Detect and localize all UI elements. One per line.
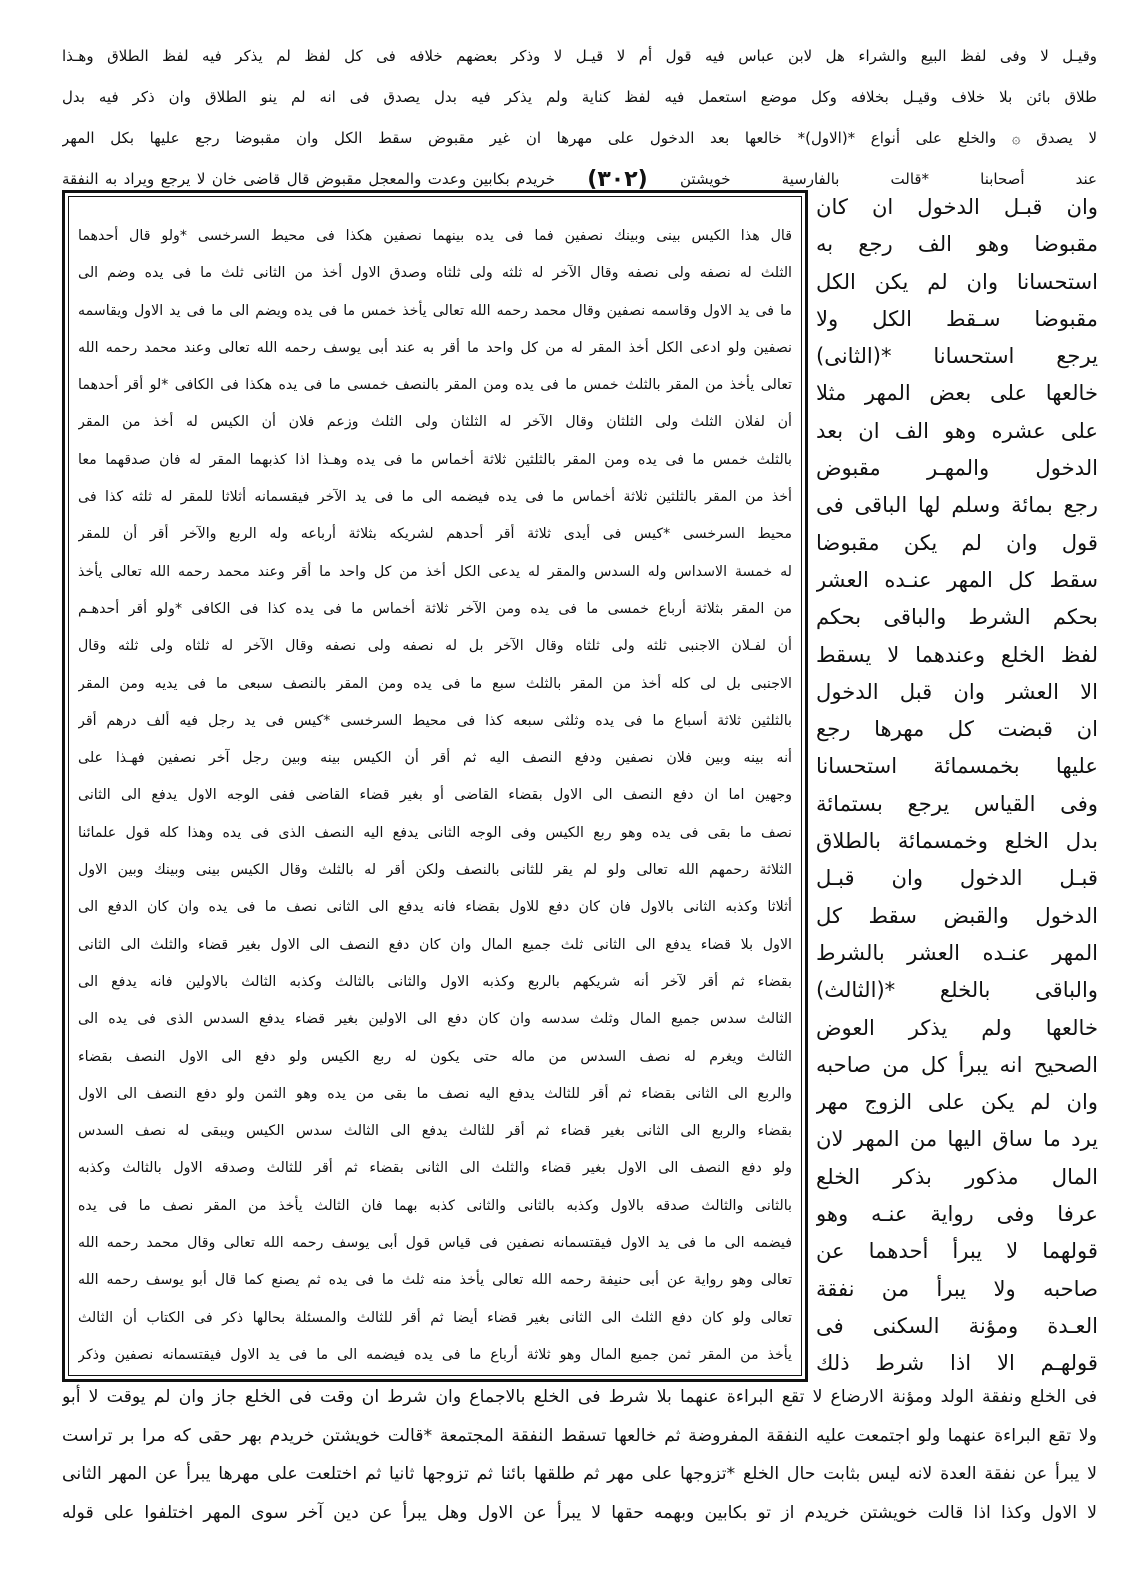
- margin-line-text: الدخول والمهـر مقبوض: [816, 455, 1098, 481]
- footer-line-text: لا الاول وكذا اذا قالت خويشتن خريدم از تو بكابين وبهمه حقها لا يبرأ عن الاول وهل يبرأ عن دين آخر سوى المهر اختلفوا على قوله: [62, 1502, 1097, 1523]
- box-line: [78, 1150, 792, 1187]
- box-line-text: أنه بينه وبين فلان نصفين ودفع النصف اليه ثم أقر أن الكيس بينه وبين رجل آخر نصفين فهـذا على: [78, 750, 792, 767]
- main-text-box: [78, 218, 792, 1374]
- margin-line: [816, 1120, 1098, 1157]
- box-line: [78, 815, 792, 852]
- box-line-text: نصفين ولو ادعى الكل أخذ المقر له من كل واحد ما أقر به عند أبى يوسف رحمه الله تعالى وعند محمد رحمه الله: [78, 339, 792, 356]
- margin-line: [816, 561, 1098, 598]
- margin-line: [816, 859, 1098, 896]
- margin-column: [816, 188, 1098, 1382]
- margin-line-text: المال مذكور بذكر الخلع: [816, 1163, 1098, 1189]
- margin-line-text: على عشره وهو الف ان بعد: [816, 417, 1098, 443]
- margin-line-text: لفظ الخلع وعندهما لا يسقط: [816, 641, 1098, 667]
- margin-line: [816, 1009, 1098, 1046]
- header-line-text: لا يصدق ۞ والخلع على أنواع *(الاول)* خالعها بعد الدخول على مهرها ان غير مقبوض سقط الكل وان مقبوضا رجع عليها بكل المهر: [62, 129, 1097, 147]
- margin-line: [816, 337, 1098, 374]
- margin-line: [816, 1344, 1098, 1381]
- margin-line-text: قولهما لا يبرأ أحدهما عن: [816, 1238, 1098, 1264]
- box-line: [78, 293, 792, 330]
- margin-line-text: ان قبضت كل مهرها رجع: [816, 716, 1098, 742]
- box-line: [78, 1001, 792, 1038]
- margin-line: [816, 598, 1098, 635]
- box-line: [78, 703, 792, 740]
- header-line: [62, 77, 1097, 118]
- margin-line-text: عليها بخمسمائة استحسانا: [816, 753, 1098, 779]
- margin-line: [816, 710, 1098, 747]
- box-line: [78, 330, 792, 367]
- box-line: [78, 852, 792, 889]
- margin-line-text: مقبوضا سـقط الكل ولا: [816, 305, 1098, 331]
- box-line-text: الاول بلا قضاء يدفع الى الثانى ثلث جميع المال وان كان دفع النصف الى الاول بغير قضاء والثلث الى الثانى: [78, 936, 792, 953]
- box-line-text: بالثانى والثالث صدقه بالاول وكذبه بالثانى والثانى كذبه بهما فان الثالث يأخذ من المقر نصف ما فى يده: [78, 1197, 792, 1214]
- box-line: [78, 516, 792, 553]
- box-line-text: تعالى وهو رواية عن أبى حنيفة رحمه الله تعالى يأخذ منه ثلث ما فى يده ثم يصنع كما قال أبو يوسف رحمه الله: [78, 1272, 792, 1289]
- margin-line-text: الصحيح انه يبرأ كل من صاحبه: [816, 1051, 1098, 1077]
- footer-line: [62, 1378, 1097, 1417]
- margin-line-text: وفى القياس يرجع بستمائة: [816, 790, 1098, 816]
- box-line: [78, 740, 792, 777]
- margin-line: [816, 300, 1098, 337]
- margin-line: [816, 971, 1098, 1008]
- box-line-text: وجهين اما ان دفع النصف الى الاول بقضاء القاضى أو بغير قضاء القاضى ففى الوجه الاول يدفع الى الثانى: [78, 787, 792, 804]
- margin-line-text: بدل الخلع وخمسمائة بالطلاق: [816, 828, 1098, 854]
- margin-line-text: خالعها على بعض المهر مثلا: [816, 380, 1098, 406]
- box-line-text: أن لفـلان الاجنبى ثلثه ولى ثلثاه وقال الآخر بل له نصفه ولى نصفه وقال الآخر له ثلثاه ولى ثلثه وقال: [78, 638, 792, 655]
- box-line-text: ولو دفع النصف الى الاول بغير قضاء والثلث الى الثانى بقضاء ثم أقر للثالث وصدقه الاول بالثالث وكذبه: [78, 1160, 792, 1177]
- box-line: [78, 218, 792, 255]
- footer-line: [62, 1455, 1097, 1494]
- margin-line-text: وان قبـل الدخول ان كان: [816, 194, 1098, 219]
- box-line: [78, 255, 792, 292]
- margin-line-text: والباقى بالخلع *(الثالث): [816, 977, 1098, 1003]
- box-line-text: ما فى يد الاول وقاسمه نصفين وقال محمد رحمه الله تعالى يأخذ خمس ما فى يده ويضم الى ما فى يد الاول ويقاسمه: [78, 302, 792, 319]
- box-line-text: يأخذ من المقر ثمن جميع المال وهو ثلاثة أرباع ما فى يده فيضمه الى ما فى يد الاول فيقتسمانه نصفين وذكر: [78, 1346, 792, 1363]
- box-line-text: الثلاثة رحمهم الله تعالى ولو لم يقر للثانى بالنصف ولكن أقر له بالثلث وقال الكيس بينى وبينك وبين الاول: [78, 862, 792, 879]
- box-line-text: بقضاء والربع الى الثانى بغير قضاء ثم أقر للثالث يدفع الى الثالث سدس الكيس ويبقى له نصف السدس: [78, 1123, 792, 1140]
- margin-line: [816, 412, 1098, 449]
- margin-line-text: الا العشر وان قبل الدخول: [816, 678, 1098, 704]
- margin-line: [816, 1195, 1098, 1232]
- margin-line: [816, 374, 1098, 411]
- box-line-text: أن لفلان الثلث ولى الثلثان وقال الآخر له الثلثان ولى الثلث وزعم فلان أن الكيس له أخذ من المقر: [78, 414, 792, 431]
- box-line: [78, 1076, 792, 1113]
- margin-line-text: بحكم الشرط والباقى بحكم: [816, 604, 1098, 630]
- box-line-text: الثالث سدس جميع المال وثلث سدسه وان كان دفع الى الاولين بغير قضاء يدفع السدس الذى فى يده الى: [78, 1011, 792, 1028]
- box-line: [78, 1225, 792, 1262]
- header-line-text: خريدم بكابين وعدت والمعجل مقبوض قال قاضى خان لا يرجع ويراد به النفقة: [62, 170, 555, 188]
- footer-line-text: ولا تقع البراءة عنهما ولو اجتمعت عليه النفقة المفروضة ثم خالعها تسقط النفقة المجتمعة *قالت خويشتن خريدم بهر حقى كه مرا بر تراست: [62, 1425, 1097, 1446]
- box-line: [78, 1188, 792, 1225]
- margin-line: [816, 1046, 1098, 1083]
- box-line: [78, 479, 792, 516]
- box-line: [78, 367, 792, 404]
- box-line-text: تعالى يأخذ من المقر بالثلث خمس ما فى يده ومن المقر بالنصف خمسى ما فى يده هكذا فى الكافى *لو أقر أحدهما: [78, 377, 792, 394]
- margin-line: [816, 1307, 1098, 1344]
- margin-line-text: خالعها ولم يذكر العوض: [816, 1014, 1098, 1040]
- header-line-text: طلاق بائن بلا خلاف وقيـل بخلافه وكل موضع استعمل فيه لفظ كناية ولم يذكر فيه بدل يصدق فى انه لم ينو الطلاق وان ذكر فيه بدل: [62, 88, 1097, 106]
- margin-line-text: صاحبه ولا يبرأ من نفقة: [816, 1275, 1098, 1301]
- box-line-text: تعالى ولو كان دفع الثلث الى الثانى بغير قضاء أيضا ثم أقر للثالث والمسئلة بحالها ذكر فى الكتاب أن الثالث: [78, 1309, 792, 1326]
- margin-line: [816, 1270, 1098, 1307]
- box-line-text: من المقر بثلاثة أرباع خمسى ما فى يده ومن الآخر ثلاثة أخماس ما فى يده كذا فى الكافى *ولو أقر أحدهـم: [78, 600, 792, 617]
- box-line-text: أثلاثا وكذبه الثانى بالاول فان كان دفع للاول بقضاء فانه يدفع الى الثانى نصف ما فى يده وان كان الدفع الى: [78, 899, 792, 916]
- margin-line: [816, 747, 1098, 784]
- footer-line-text: فى الخلع ونفقة الولد ومؤنة الارضاع لا تقع البراءة عنهما بلا شرط فى الخلع بالاجماع وان شرط ان وقت فى الخلع جاز وان لم يوقت لا أبو: [62, 1387, 1097, 1407]
- box-line-text: والربع الى الثانى بقضاء ثم أقر للثالث يدفع اليه نصف ما بقى من يده وهو الثمن ولو دفع النصف الى الاول: [78, 1085, 792, 1102]
- margin-line: [816, 934, 1098, 971]
- margin-line: [816, 1083, 1098, 1120]
- margin-line: [816, 225, 1098, 262]
- box-line: [78, 1039, 792, 1076]
- margin-line-text: قبـل الدخول وان قبـل: [816, 865, 1098, 891]
- margin-line: [816, 1158, 1098, 1195]
- box-line: [78, 666, 792, 703]
- box-line-text: فيضمه الى ما فى يد الاول فيقتسمانه نصفين فى قياس قول أبى يوسف رحمه الله تعالى وقال محمد رحمه الله: [78, 1235, 792, 1252]
- margin-line: [816, 449, 1098, 486]
- box-line-text: الثلث له نصفه ولى نصفه وقال الآخر له ثلثه ولى ثلثاه وصدق الاول أخذ من الثانى ثلث ما فى يده وضم الى: [78, 265, 792, 282]
- margin-line-text: قول وان لم يكن مقبوضا: [816, 529, 1098, 555]
- header-line-text: وقيـل لا وفى لفظ البيع والشراء هل لابن عباس فيه قول أم لا قيـل لا وذكر بعضهم خلافه فى كل لفظ لم يذكر فيه لفظ الطلاق وهـذا: [62, 47, 1097, 65]
- margin-line-text: يرجع استحسانا *(الثانى): [816, 343, 1098, 369]
- margin-line-text: الدخول والقبض سقط كل: [816, 902, 1098, 928]
- margin-line-text: العـدة ومؤنة السكنى فى: [816, 1312, 1098, 1338]
- box-line: [78, 964, 792, 1001]
- box-line: [78, 777, 792, 814]
- box-line: [78, 1337, 792, 1374]
- margin-line: [816, 188, 1098, 225]
- margin-line: [816, 263, 1098, 300]
- margin-line-text: وان لم يكن على الزوج مهر: [816, 1089, 1098, 1115]
- margin-line: [816, 486, 1098, 523]
- margin-line-text: سقط كل المهر عنـده العشر: [816, 566, 1098, 592]
- box-line: [78, 591, 792, 628]
- box-line-text: أخذ من المقر بالثلثين ثلاثة أخماس ما فى يده فيضمه الى ما فى يد الآخر فيقسمانه أثلاثا للمقر له ثلثه كذا فى: [78, 489, 792, 506]
- header-block: [62, 36, 1097, 200]
- box-line-text: محيط السرخسى *كيس فى أيدى ثلاثة أقر أحدهم لشريكه بثلاثة أرباعه وله الربع والآخر أقر أن للمقر: [78, 526, 792, 543]
- box-line: [78, 927, 792, 964]
- box-line: [78, 1113, 792, 1150]
- footer-line: [62, 1494, 1097, 1533]
- box-line-text: الاجنبى بل لى كله أخذ من المقر بالثلث سبع ما فى يده ومن المقر بالنصف سبعى ما فى يديه ومن المقر: [78, 675, 792, 692]
- box-line: [78, 1262, 792, 1299]
- margin-line-text: المهر عنـده العشر بالشرط: [816, 939, 1098, 965]
- margin-line: [816, 673, 1098, 710]
- box-line: [78, 404, 792, 441]
- margin-line-text: قولهـم الا اذا شرط ذلك: [816, 1350, 1098, 1376]
- margin-line-text: عرفا وفى رواية عنـه وهو: [816, 1201, 1098, 1227]
- box-line: [78, 1300, 792, 1337]
- margin-line: [816, 822, 1098, 859]
- box-line-text: نصف ما بقى فى يده وهو ربع الكيس وفى الوجه الثانى يدفع اليه النصف الذى فى يده وهذا كله قول علمائنا: [78, 824, 792, 841]
- margin-line: [816, 897, 1098, 934]
- margin-line-text: رجع بمائة وسلم لها الباقى فى: [816, 492, 1098, 518]
- box-line-text: بالثلثين ثلاثة أسباع ما فى يده وثلثى سبعه كذا فى محيط السرخسى *كيس فى يد رجل فيه ألف درهم أقر: [78, 712, 792, 729]
- footer-line-text: لا يبرأ عن نفقة العدة لانه ليس بثابت حال الخلع *تزوجها على مهر ثم طلقها بائنا ثم تزوجها ثانيا ثم اختلعت على مهرها يبرأ عن المهر الثانى: [62, 1464, 1097, 1484]
- box-line: [78, 628, 792, 665]
- margin-line: [816, 1232, 1098, 1269]
- header-line-text: عند أصحابنا *قالت بالفارسية خويشتن: [680, 170, 1097, 188]
- box-line: [78, 554, 792, 591]
- box-line-text: الثالث ويغرم له نصف السدس من ماله حتى يكون له ربع الكيس ولو دفع الى الاول النصف بقضاء: [78, 1048, 792, 1065]
- margin-line-text: يرد ما ساق اليها من المهر لان: [816, 1126, 1098, 1152]
- box-line-text: بالثلث خمس ما فى يده ومن المقر بالثلثين ثلاثة أخماس ما فى يده وهـذا اذا كذبهما المقر له فان صدقهما معا: [78, 451, 792, 468]
- box-line: [78, 442, 792, 479]
- margin-line-text: مقبوضا وهو الف رجع به: [816, 231, 1098, 257]
- box-line-text: قال هذا الكيس بينى وبينك نصفين فما فى يده بينهما نصفين هكذا فى محيط السرخسى *ولو قال أحدهما: [78, 228, 792, 244]
- box-line: [78, 889, 792, 926]
- box-line-text: بقضاء ثم أقر لآخر أنه شريكهم بالربع وكذبه الاول والثانى بالثالث وكذبه الثالث بالاولين فانه يدفع الى: [78, 973, 792, 990]
- footer-block: [62, 1378, 1097, 1532]
- box-line-text: له خمسة الاسداس وله السدس والمقر له يدعى الكل أخذ من كل واحد ما أقر وعند محمد رحمه الله تعالى يأخذ: [78, 563, 792, 580]
- margin-line-text: استحسانا وان لم يكن الكل: [816, 268, 1098, 294]
- footer-line: [62, 1417, 1097, 1456]
- margin-line: [816, 785, 1098, 822]
- margin-line: [816, 636, 1098, 673]
- page-number: (٣٠٢): [587, 167, 648, 192]
- header-line: [62, 118, 1097, 159]
- header-line: [62, 36, 1097, 77]
- margin-line: [816, 524, 1098, 561]
